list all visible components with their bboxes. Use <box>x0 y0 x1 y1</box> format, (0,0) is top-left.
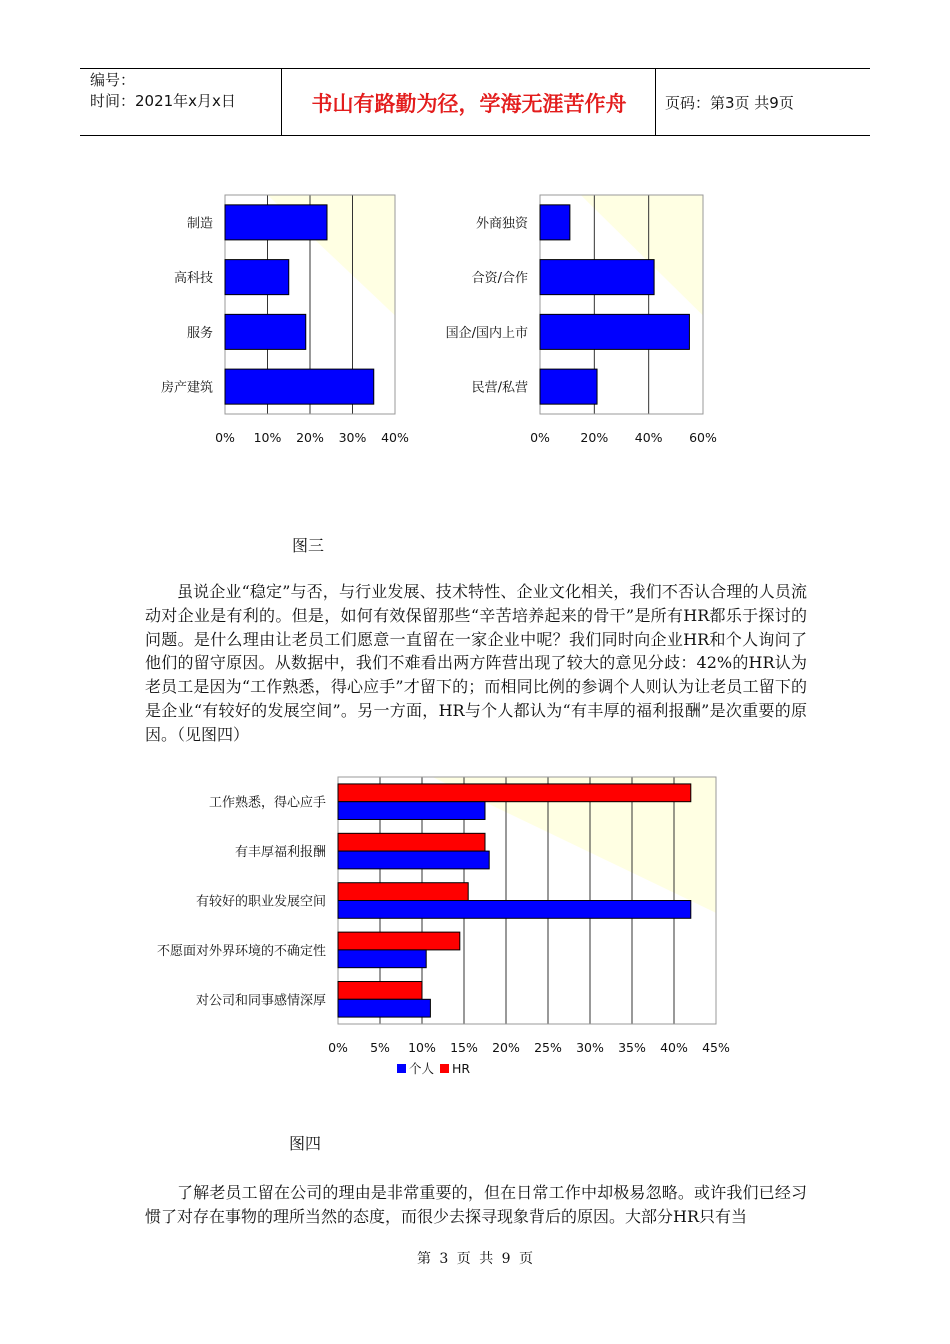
fig4-bar <box>338 802 485 820</box>
fig3a-bar <box>225 369 374 404</box>
header-divider-right <box>655 68 656 136</box>
header-top-rule <box>80 68 870 69</box>
fig3b-plot-shade <box>581 195 703 315</box>
fig3a-tick-label: 0% <box>215 430 235 445</box>
paragraph-importance-text: 了解老员工留在公司的理由是非常重要的，但在日常工作中却极易忽略。或许我们已经习惯了对存在事物的理所当然的态度，而很少去探寻现象背后的原因。大部分HR只有当 <box>145 1183 807 1226</box>
fig4-bar <box>338 883 468 901</box>
fig3a-category-label: 服务 <box>186 325 213 341</box>
fig3b-plot-bg <box>540 195 703 414</box>
fig4-category-label: 有较好的职业发展空间 <box>195 894 326 910</box>
header-time-label: 时间：2021年x月x日 <box>90 92 236 110</box>
fig3b-bar <box>540 369 597 404</box>
fig4-tick-label: 15% <box>450 1040 478 1055</box>
fig4-bar <box>338 901 691 919</box>
fig3a-tick-label: 10% <box>253 430 282 445</box>
fig4-tick-label: 45% <box>702 1040 730 1055</box>
figure4-legend <box>397 1059 470 1077</box>
fig4-bar <box>338 999 430 1017</box>
fig3b-tick-label: 0% <box>530 430 550 445</box>
fig4-bar <box>338 833 485 851</box>
fig4-plot-shade <box>433 777 717 913</box>
fig3a-plot-shade <box>268 195 396 315</box>
fig4-category-label: 对公司和同事感情深厚 <box>195 993 326 1009</box>
fig3a-category-label: 高科技 <box>173 271 213 287</box>
fig3b-category-label: 外商独资 <box>475 216 528 232</box>
header-motto: 书山有路勤为径，学海无涯苦作舟 <box>311 92 627 116</box>
fig4-tick-label: 25% <box>534 1040 562 1055</box>
figure3-caption: 图三 <box>292 536 325 555</box>
fig3a-category-label: 制造 <box>186 216 213 232</box>
fig3a-tick-label: 30% <box>338 430 367 445</box>
fig3a-bar <box>225 260 289 295</box>
fig4-tick-label: 35% <box>618 1040 646 1055</box>
fig4-tick-label: 5% <box>370 1040 390 1055</box>
paragraph-importance <box>145 1181 807 1229</box>
header-number-label: 编号： <box>90 71 136 89</box>
fig3a-bar <box>225 314 306 349</box>
fig4-tick-label: 0% <box>328 1040 348 1055</box>
legend-label-individual: 个人 <box>409 1061 435 1076</box>
fig4-bar <box>338 950 426 968</box>
fig3b-category-label: 民营/私营 <box>471 380 528 396</box>
fig3a-tick-label: 40% <box>381 430 409 445</box>
fig4-bar <box>338 932 460 950</box>
fig4-tick-label: 40% <box>660 1040 688 1055</box>
paragraph-retention-text: 虽说企业“稳定”与否，与行业发展、技术特性、企业文化相关，我们不否认合理的人员流动对企业是有利的。但是，如何有效保留那些“辛苦培养起来的骨干”是所有HR都乐于探讨的问题。是什么理由让老员工们愿意一直留在一家企业中呢？我们同时向企业HR和个人询问了他们的留守原因。从数据中，我们不难看出两方阵营出现了较大的意见分歧：42%的HR认为老员工是因为“工作熟悉，得心应手”才留下的；而相同比例的参调个人则认为让老员工留下的是企业“有较好的发展空间”。另一方面，HR与个人都认为“有丰厚的福利报酬”是次重要的原因。（见图四） <box>145 582 807 744</box>
header-bottom-rule <box>80 135 870 136</box>
figure4-caption: 图四 <box>289 1134 322 1153</box>
fig3b-bar <box>540 205 570 240</box>
header-meta <box>90 70 236 112</box>
fig3b-category-label: 国企/国内上市 <box>445 325 528 341</box>
fig3b-plot-frame <box>540 195 703 414</box>
fig3a-plot-bg <box>225 195 395 414</box>
fig3b-bar <box>540 260 654 295</box>
paragraph-retention <box>145 580 807 747</box>
fig4-tick-label: 10% <box>408 1040 436 1055</box>
fig3a-category-label: 房产建筑 <box>160 380 213 396</box>
fig4-category-label: 有丰厚福利报酬 <box>234 845 326 861</box>
header-divider-left <box>281 68 282 136</box>
fig4-bar <box>338 982 422 1000</box>
legend-label-hr: HR <box>452 1060 471 1076</box>
fig4-category-label: 不愿面对外界环境的不确定性 <box>156 943 326 959</box>
legend-swatch-individual <box>397 1064 406 1073</box>
header-page-label: 页码：第3页 共9页 <box>665 94 794 112</box>
page-footer: 第 3 页 共 9 页 <box>416 1251 534 1267</box>
fig3b-tick-label: 20% <box>580 430 609 445</box>
fig3a-plot-frame <box>225 195 395 414</box>
legend-swatch-hr <box>440 1064 449 1073</box>
fig4-category-label: 工作熟悉，得心应手 <box>208 795 326 811</box>
fig3b-tick-label: 60% <box>689 430 717 445</box>
fig4-plot-bg <box>338 777 716 1024</box>
fig3a-tick-label: 20% <box>296 430 324 445</box>
fig4-bar <box>338 784 691 802</box>
fig4-tick-label: 20% <box>492 1040 520 1055</box>
fig4-tick-label: 30% <box>576 1040 604 1055</box>
fig4-bar <box>338 851 489 869</box>
fig3b-bar <box>540 314 689 349</box>
fig3b-category-label: 合资/合作 <box>471 271 528 287</box>
fig3a-bar <box>225 205 327 240</box>
fig4-plot-frame <box>338 777 716 1024</box>
fig3b-tick-label: 40% <box>634 430 663 445</box>
